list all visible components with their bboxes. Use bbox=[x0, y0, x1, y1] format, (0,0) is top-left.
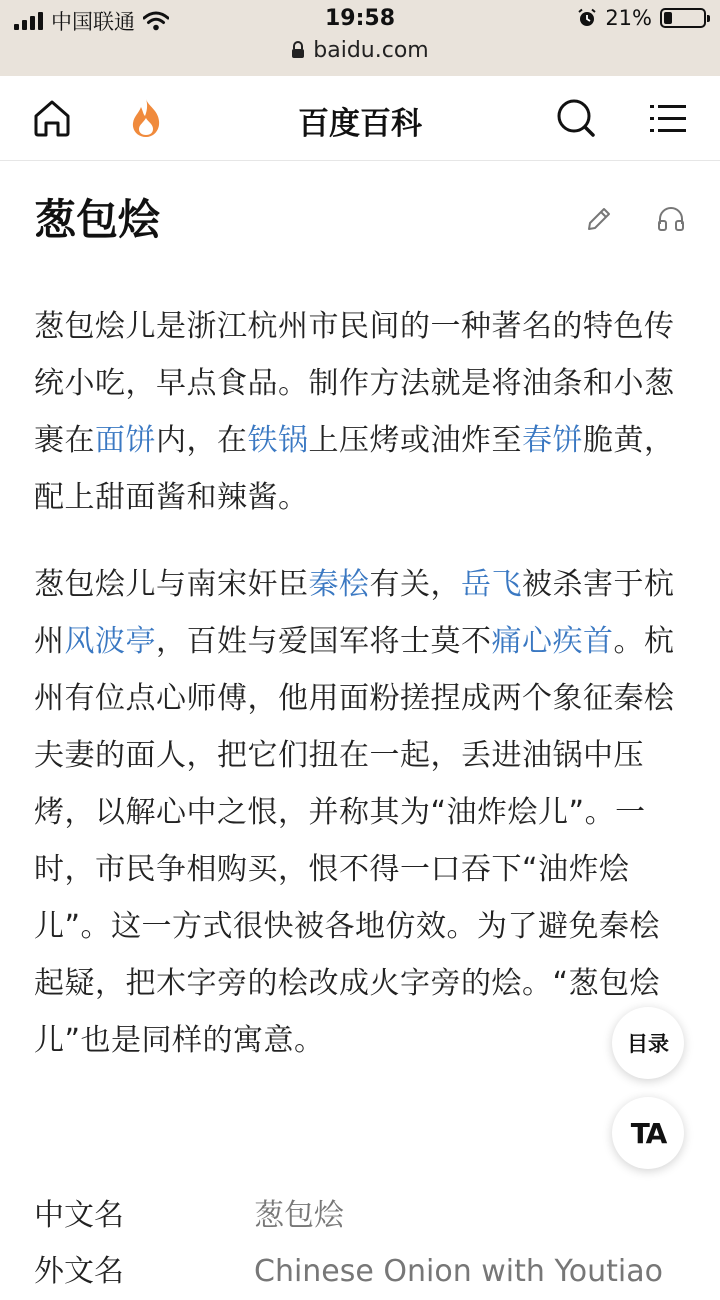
link-tieguo[interactable]: 铁锅 bbox=[247, 423, 309, 458]
text-span: 内，在 bbox=[156, 423, 248, 458]
page-title: 葱包烩 bbox=[34, 195, 161, 244]
info-row bbox=[34, 1244, 720, 1300]
search-icon[interactable] bbox=[554, 96, 598, 140]
info-value: Chinese Onion with Youtiao bbox=[254, 1254, 663, 1289]
link-qinhui[interactable]: 秦桧 bbox=[308, 567, 370, 602]
link-mianbing[interactable]: 面饼 bbox=[95, 423, 156, 458]
paragraph-history bbox=[34, 556, 686, 1069]
top-nav bbox=[0, 76, 720, 161]
status-right bbox=[577, 6, 706, 30]
info-key: 中文名 bbox=[34, 1198, 124, 1233]
site-title[interactable]: 百度百科 bbox=[298, 106, 422, 142]
info-row bbox=[34, 1188, 720, 1244]
link-chunbing[interactable]: 春饼 bbox=[522, 423, 583, 458]
text-span: 上压烤或油炸至 bbox=[308, 423, 522, 458]
text-span: 脆黄，配上甜面酱和辣酱。 bbox=[34, 423, 675, 515]
info-value: 葱包烩 bbox=[254, 1198, 344, 1233]
info-key: 外文名 bbox=[34, 1254, 124, 1289]
battery-icon bbox=[660, 8, 706, 28]
carrier-label: 中国联通 bbox=[51, 10, 135, 34]
text-span: 葱包烩儿与南宋奸臣 bbox=[34, 567, 309, 602]
lock-icon bbox=[291, 41, 305, 59]
edit-icon[interactable] bbox=[584, 204, 614, 234]
menu-icon[interactable] bbox=[646, 96, 690, 140]
clock: 19:58 bbox=[324, 6, 396, 31]
alarm-icon bbox=[577, 8, 597, 28]
headphones-icon[interactable] bbox=[656, 204, 686, 234]
link-tongxinjishou[interactable]: 痛心疾首 bbox=[491, 624, 614, 659]
link-fengboting[interactable]: 风波亭 bbox=[64, 624, 156, 659]
status-bar bbox=[0, 0, 720, 76]
article-header bbox=[34, 190, 686, 250]
text-span: 。杭州有位点心师傅，他用面粉搓捏成两个象征秦桧夫妻的面人，把它们扭在一起，丢进油锅中压烤，以解心中之恨，并称其为“油炸烩儿”。一时，市民争相购买，恨不得一口吞下“油炸烩儿”。这一方式很快被各地仿效。为了避免秦桧起疑，把木字旁的桧改成火字旁的烩。“葱包烩儿”也是同样的寓意。 bbox=[34, 624, 675, 1058]
link-yuefei[interactable]: 岳飞 bbox=[461, 567, 522, 602]
url-text: baidu.com bbox=[313, 38, 429, 63]
ta-button[interactable]: TA bbox=[612, 1097, 684, 1169]
text-span: 被杀害于杭州 bbox=[34, 567, 675, 659]
text-span: 有关， bbox=[369, 567, 461, 602]
address-bar[interactable] bbox=[0, 38, 720, 63]
text-span: ，百姓与爱国军将士莫不 bbox=[156, 624, 492, 659]
text-span: 葱包烩儿是浙江杭州市民间的一种著名的特色传统小吃，早点食品。制作方法就是将油条和小葱裹在 bbox=[34, 309, 675, 458]
toc-button[interactable]: 目录 bbox=[612, 1007, 684, 1079]
basic-info-table bbox=[34, 1188, 720, 1300]
battery-percent: 21% bbox=[605, 6, 652, 30]
battery-fill bbox=[664, 12, 672, 24]
paragraph-intro bbox=[34, 298, 686, 526]
